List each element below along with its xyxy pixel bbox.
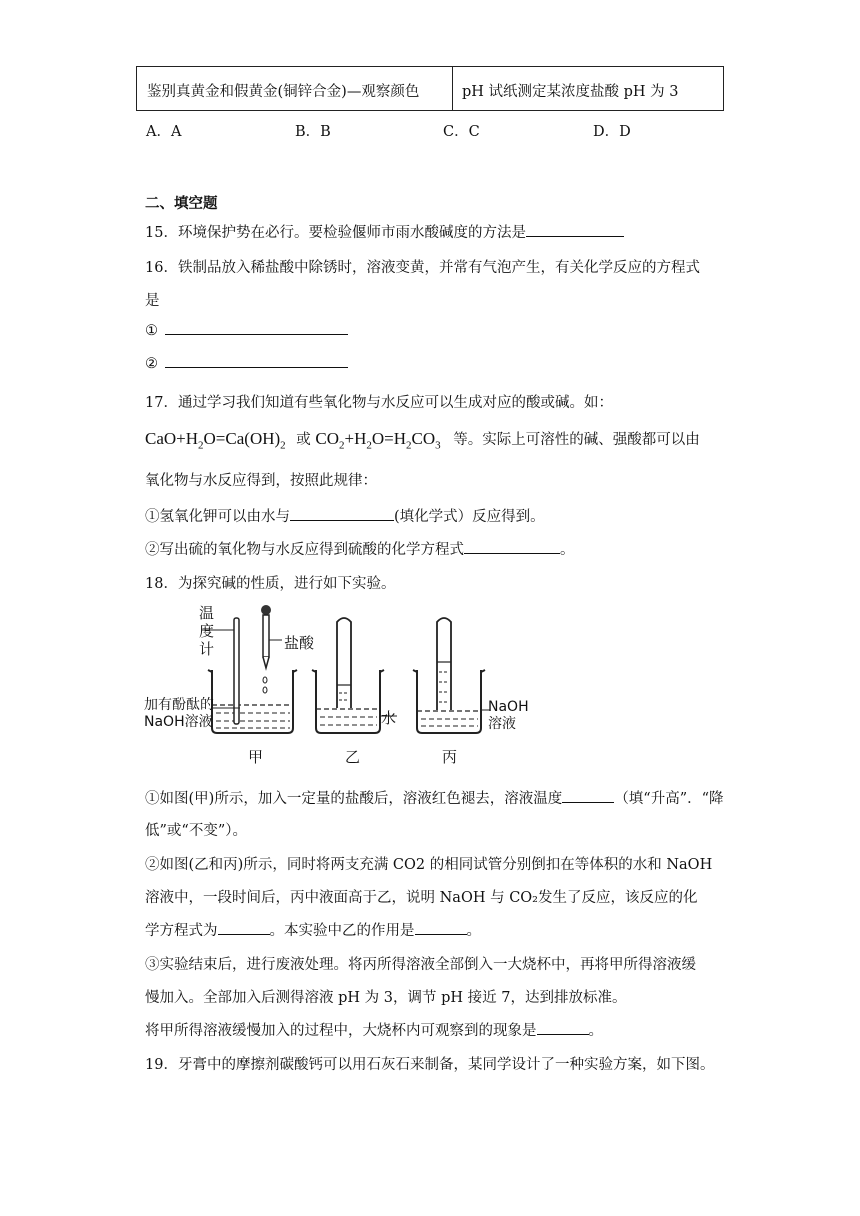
- q17-or: 或: [296, 432, 311, 448]
- q18-phenomenon-blank[interactable]: [537, 1033, 589, 1035]
- q17-line2: [145, 428, 700, 451]
- q18-role-blank[interactable]: [415, 933, 467, 935]
- q17-line1: 17．通过学习我们知道有些氧化物与水反应可以生成对应的酸或碱。如：: [145, 395, 613, 411]
- q18-p2-line2: 溶液中，一段时间后，丙中液面高于乙，说明 NaOH 与 CO₂发生了反应，该反应的化: [145, 890, 698, 906]
- q18-p3-line1: ③实验结束后，进行废液处理。将丙所得溶液全部倒入一大烧杯中，再将甲所得溶液缓: [145, 957, 696, 973]
- q18-p1-post: （填“升高”．“降: [614, 791, 724, 807]
- thermo-label-2: 度: [199, 622, 215, 640]
- q17-sub2-post: 。: [560, 542, 575, 558]
- q17-sub1-pre: ①氢氧化钾可以由水与: [145, 509, 290, 525]
- caption-yi: 乙: [345, 748, 361, 766]
- q17-sub1: [145, 505, 545, 526]
- q18-equation-blank[interactable]: [218, 933, 270, 935]
- dropper: [261, 605, 282, 693]
- q17-sub1-blank[interactable]: [290, 519, 394, 521]
- q18-p3-line3: [145, 1019, 603, 1040]
- option-c[interactable]: C．C: [443, 124, 480, 140]
- q17-sub1-post: (填化学式）反应得到。: [394, 509, 545, 525]
- section-title: 二、填空题: [145, 195, 218, 212]
- naoh-label: [488, 699, 529, 733]
- q16-item1-blank[interactable]: [165, 333, 348, 335]
- q18-p1-line1: [145, 787, 724, 808]
- q17-line2-tail: 等。实际上可溶性的碱、强酸都可以由: [453, 432, 700, 448]
- caption-jia: 甲: [248, 748, 264, 766]
- water-label: 水: [381, 709, 397, 727]
- q15-answer-blank[interactable]: [526, 235, 624, 237]
- q17-sub2-pre: ②写出硫的氧化物与水反应得到硫酸的化学方程式: [145, 542, 464, 558]
- answer-table-row: [136, 66, 724, 111]
- q15-text: 15．环境保护势在必行。要检验偃师市雨水酸碱度的方法是: [145, 225, 526, 241]
- q18-p2-line3: [145, 919, 481, 940]
- beaker-jia: [208, 670, 297, 733]
- left-label-line2: NaOH溶液: [144, 714, 213, 730]
- q16-line2: 是: [145, 293, 160, 309]
- q18-line1: 18．为探究碱的性质，进行如下实验。: [145, 576, 396, 592]
- q18-p3-pre: 将甲所得溶液缓慢加入的过程中，大烧杯内可观察到的现象是: [145, 1023, 537, 1039]
- option-d[interactable]: D．D: [593, 124, 631, 140]
- naoh-label-line1: NaOH: [488, 699, 529, 715]
- thermo-label-3: 计: [199, 640, 215, 658]
- q18-p2-post: 。: [466, 923, 481, 939]
- q18-p1-line2: 低”或“不变”）。: [145, 823, 247, 839]
- q16-item1: [145, 323, 348, 339]
- formula-co2: $CO_2+H_2O=H_2CO_3$: [315, 429, 441, 452]
- left-solution-label: [144, 697, 214, 731]
- question-15: [145, 221, 624, 242]
- q18-temp-blank[interactable]: [562, 801, 614, 803]
- q16-item2-marker: ②: [145, 356, 158, 372]
- table-cell-left: 鉴别真黄金和假黄金(铜锌合金)—观察颜色: [147, 84, 420, 100]
- q18-p2-line1: ②如图(乙和丙)所示，同时将两支充满 CO2 的相同试管分别倒扣在等体积的水和 NaOH: [145, 857, 713, 873]
- q18-p1-pre: ①如图(甲)所示，加入一定量的盐酸后，溶液红色褪去，溶液温度: [145, 791, 563, 807]
- q18-p3-post: 。: [588, 1023, 603, 1039]
- q18-p3-line2: 慢加入。全部加入后测得溶液 pH 为 3，调节 pH 接近 7，达到排放标准。: [145, 990, 627, 1006]
- thermometer-label: [199, 604, 219, 658]
- option-a[interactable]: A．A: [146, 124, 182, 140]
- q16-item1-marker: ①: [145, 323, 158, 339]
- thermo-label-1: 温: [199, 604, 215, 622]
- q17-line3: 氧化物与水反应得到，按照此规律：: [145, 473, 377, 489]
- beaker-bing: [413, 618, 490, 733]
- q17-sub2: [145, 538, 575, 559]
- formula-cao: $CaO+H_2O=Ca(OH)_2$: [145, 429, 286, 452]
- q16-item2: [145, 356, 348, 372]
- q16-line1: 16．铁制品放入稀盐酸中除锈时，溶液变黄，并常有气泡产生，有关化学反应的方程式: [145, 260, 700, 276]
- option-b[interactable]: B．B: [295, 124, 331, 140]
- acid-label: 盐酸: [284, 634, 315, 652]
- q18-p2-pre: 学方程式为: [145, 923, 218, 939]
- q18-p2-mid: 。本实验中乙的作用是: [269, 923, 415, 939]
- caption-bing: 丙: [442, 748, 458, 766]
- q17-sub2-blank[interactable]: [464, 552, 560, 554]
- question-19: 19．牙膏中的摩擦剂碳酸钙可以用石灰石来制备，某同学设计了一种实验方案，如下图。: [145, 1057, 715, 1073]
- q16-item2-blank[interactable]: [165, 366, 348, 368]
- table-cell-right: pH 试纸测定某浓度盐酸 pH 为 3: [462, 84, 679, 100]
- naoh-label-line2: 溶液: [488, 716, 516, 732]
- left-label-line1: 加有酚酞的: [144, 697, 214, 713]
- table-divider: [452, 67, 453, 110]
